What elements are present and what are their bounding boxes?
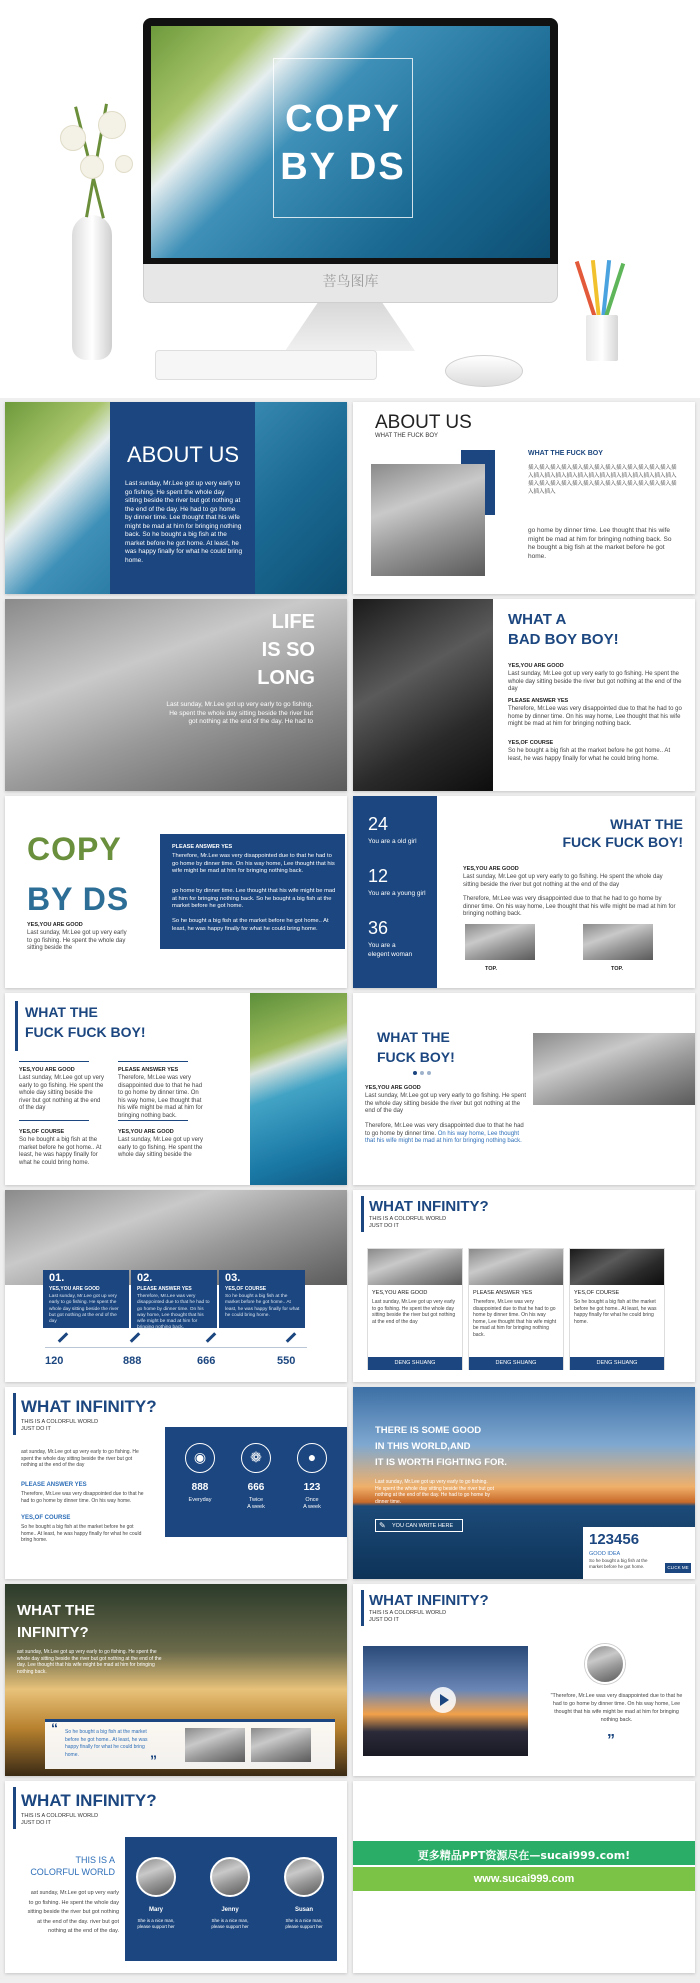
col-3-num: 03.: [225, 1272, 241, 1284]
cols-b2: Therefore, Mr.Lee was very disappointed due to that he had to go home by dinner time. On his way home, Lee thought that his wife might be mad at him for bringing nothing back.: [118, 1075, 203, 1119]
edit-icon: ✎: [379, 1521, 386, 1530]
sunset-l1: THERE IS SOME GOOD: [375, 1425, 482, 1436]
card-2: [468, 1248, 564, 1370]
monitor-title-1: COPY: [285, 98, 401, 140]
sunset-l3: IT IS WORTH FIGHTING FOR.: [375, 1457, 507, 1468]
slide-fuck-boy-columns: [5, 993, 347, 1185]
life-l1: LIFE: [271, 611, 315, 633]
quote-open-icon: “: [51, 1720, 58, 1736]
card-3: [569, 1248, 665, 1370]
about2-heading: WHAT THE FUCK BOY: [528, 450, 603, 457]
stat-a-l1: Everyday: [188, 1497, 212, 1503]
click-me-button[interactable]: CLICK ME: [665, 1563, 691, 1573]
slide-infinity-cards: [353, 1190, 695, 1382]
slide-runner: [5, 1584, 347, 1776]
top-2: TOP.: [611, 966, 624, 972]
inf3-quote: "Therefore, Mr.Lee was very disappointed due to that he had to go home by dinner time. On his way home, Lee thought that his wife might be mad at him for bringing nothing back.: [550, 1693, 683, 1723]
inf2-b3: So he bought a big fish at the market before he got home.. At least, he was happy finally for what he could bring home.: [21, 1524, 142, 1543]
pen-icon-2: [130, 1332, 141, 1343]
fb-title-2: FUCK BOY!: [377, 1049, 455, 1065]
person-3-name: Susan: [294, 1907, 313, 1913]
cols-title-2: FUCK FUCK BOY!: [25, 1024, 146, 1040]
cols-h3: YES,OF COURSE: [19, 1129, 65, 1135]
thumb-1: [185, 1728, 245, 1762]
card-2-button[interactable]: DENG SHUANG: [469, 1357, 563, 1370]
slide-fuck-boy-photo: [353, 993, 695, 1185]
fb-b1: Last sunday, Mr.Lee got up very early to go fishing. He spent the whole day sitting beside the river but got nothing at the end of the day: [365, 1093, 526, 1114]
people-panel: [125, 1837, 337, 1961]
cols-photo: [250, 993, 347, 1185]
copy-panel-p1: Therefore, Mr.Lee was very disappointed due to that he had to go home by dinner time. On his way home, Lee thought that his wife might be mad at him for bringing nothing back.: [172, 853, 335, 874]
about2-body: go home by dinner time. Lee thought that his wife might be mad at him for bringing nothing back. So he bought a big fish at the market before he got home.: [528, 527, 672, 560]
fb-b2-a: Therefore, Mr.Lee was very disappointed due to that he had to go home by dinner time.: [365, 1123, 524, 1137]
about2-photo: [371, 464, 485, 576]
people-h2: COLORFUL WORLD: [30, 1867, 115, 1877]
mouse: [445, 355, 523, 387]
badboy-b3: So he bought a big fish at the market before he got home.. At least, he was happy finally for what he could bring home.: [508, 748, 671, 762]
numbers-b1: Last sunday, Mr.Lee got up very early to go fishing. He spent the whole day sitting beside the river but got nothing at the end of the day: [463, 874, 663, 888]
person-3-desc: She is a nice man, please support her: [285, 1918, 323, 1929]
inf3-title: WHAT INFINITY?: [369, 1592, 489, 1609]
portrait-2: [583, 924, 653, 960]
write-here-label: YOU CAN WRITE HERE: [392, 1523, 454, 1529]
col-3: [219, 1270, 305, 1328]
num-3: 36: [368, 918, 389, 938]
fb-photo: [533, 1033, 695, 1105]
stat-c-l2: A week: [303, 1504, 321, 1510]
stat-c-n: 123: [303, 1482, 321, 1493]
card-1-b: Last sunday, Mr.Lee got up very early to go fishing. He spent the whole day sitting beside the river but got nothing at the end of the day: [372, 1299, 456, 1325]
stat-4: 550: [277, 1355, 296, 1367]
runner-body: ast sunday, Mr.Lee got up very early to go fishing. He spent the whole day sitting beside the river but got nothing at the end of the day. Lee thought that his wife might be mad at him for bringing nothing back.: [17, 1649, 162, 1675]
fb-title-1: WHAT THE: [377, 1029, 450, 1045]
slide-infinity-video: [353, 1584, 695, 1776]
stat-b-l2: A week: [247, 1504, 265, 1510]
boxer-photo: [353, 599, 493, 791]
col-2: [131, 1270, 217, 1331]
inf2-h2: PLEASE ANSWER YES: [21, 1482, 87, 1488]
slide-about-us: [5, 402, 347, 594]
stat-c-l1: Once: [305, 1497, 319, 1503]
card-3-b: So he bought a big fish at the market before he got home.. At least, he was happy finally for what he could bring home.: [574, 1299, 657, 1325]
inf2-b1: ast sunday, Mr.Lee got up very early to go fishing. He spent the whole day sitting beside the river but got nothing at the end of the day: [21, 1449, 139, 1468]
people-body: ast sunday, Mr.Lee got up very early to go fishing. He spent the whole day sitting beside the river but got nothing at the end of the day. river but got nothing at the end of the day.: [27, 1890, 119, 1934]
card-1: [367, 1248, 463, 1370]
person-1-avatar: [136, 1857, 176, 1897]
about2-cn: 插入插入插入插入插入插入插入插入插入插入插入插入插入插入插入插入插入插入插入插入插入插入插入插入插入插入插入插入插入插入插入插入插入插入插入插入插入插入插入插入插入插入插入: [528, 465, 677, 495]
sunset-num: 123456: [589, 1531, 640, 1548]
inf3-sub1: THIS IS A COLORFUL WORLD: [369, 1610, 447, 1616]
num-2: 12: [368, 866, 389, 886]
slide-infinity-people: [5, 1781, 347, 1973]
inf2-h3: YES,OF COURSE: [21, 1515, 71, 1521]
badboy-b2: Therefore, Mr.Lee was very disappointed due to that he had to go home by dinner time. On his way home, Lee thought that his wife might be mad at him for bringing nothing back.: [508, 706, 682, 727]
card-2-b: Therefore, Mr.Lee was very disappointed due to that he had to go home by dinner time. On his way home, Lee thought that his wife might be mad at him for bringing nothing back.: [473, 1299, 557, 1338]
col-3-b: So he bought a big fish at the market before he got home.. At least, he was happy finally for what he could bring home.: [225, 1294, 300, 1318]
pencil-cup: [578, 260, 626, 365]
pen-icon-4: [286, 1332, 297, 1343]
dots: [413, 1071, 433, 1075]
copy-h: YES,YOU ARE GOOD: [27, 922, 83, 928]
avatar: [585, 1644, 625, 1684]
person-1-name: Mary: [148, 1907, 163, 1913]
badboy-title-1: WHAT A: [508, 611, 567, 628]
people-h1: THIS IS A: [75, 1855, 115, 1865]
person-2-avatar: [210, 1857, 250, 1897]
card-3-h: YES,OF COURSE: [574, 1290, 620, 1296]
sunset-l2: IN THIS WORLD,AND: [375, 1441, 471, 1452]
monitor-stand: [285, 303, 415, 351]
keyboard: [155, 350, 377, 380]
cols-title-1: WHAT THE: [25, 1004, 98, 1020]
inf3-quote-close-icon: ”: [607, 1732, 615, 1749]
thumb-2: [251, 1728, 311, 1762]
slide-life-long: [5, 599, 347, 791]
inf2-sub2: JUST DO IT: [21, 1426, 51, 1432]
inf1-title: WHAT INFINITY?: [369, 1198, 489, 1215]
col-1-b: Last sunday, Mr.Lee got up very early to go fishing. He spent the whole day sitting beside the river but got nothing at the end of the day: [49, 1294, 119, 1325]
inf4-sub1: THIS IS A COLORFUL WORLD: [21, 1813, 99, 1819]
person-3-avatar: [284, 1857, 324, 1897]
runner-title-1: WHAT THE: [17, 1602, 96, 1619]
stat-1: 120: [45, 1355, 64, 1367]
hero: [0, 0, 700, 398]
about2-title: ABOUT US: [375, 412, 472, 433]
num-1: 24: [368, 814, 389, 834]
cols-b4: Last sunday, Mr.Lee got up very early to go fishing. He spent the whole day sitting beside the: [118, 1137, 203, 1158]
stat-a-n: 888: [191, 1482, 209, 1493]
col-2-b: Therefore, Mr.Lee was very disappointed due to that he had to go home by dinner time. On his way home, Lee thought that his wife might be mad at him for bringing nothing back.: [137, 1294, 210, 1331]
col-2-h: PLEASE ANSWER YES: [137, 1286, 192, 1292]
numbers-b2: Therefore, Mr.Lee was very disappointed due to that he had to go home by dinner time. On his way home, Lee thought that his wife might be mad at him for bringing nothing back.: [463, 896, 676, 917]
col-1-h: YES,YOU ARE GOOD: [49, 1286, 100, 1292]
slide-numbers: [353, 796, 695, 988]
inf1-sub1: THIS IS A COLORFUL WORLD: [369, 1216, 447, 1222]
person-2-name: Jenny: [221, 1907, 239, 1913]
slide-about-us-2: [353, 402, 695, 594]
life-l3: LONG: [257, 667, 315, 689]
sunset-num-h: GOOD IDEA: [589, 1551, 621, 1557]
monitor-title-2: BY DS: [280, 146, 406, 188]
about2-subtitle: WHAT THE FUCK BOY: [375, 433, 439, 439]
col-1-num: 01.: [49, 1272, 65, 1284]
sunset-body: Last sunday, Mr.Lee got up very early to go fishing. He spent the whole day sitting beside the river but got nothing at the end of the day. He had to go home by dinner time.: [375, 1479, 494, 1505]
card-3-button[interactable]: DENG SHUANG: [570, 1357, 664, 1370]
about-title: ABOUT US: [127, 442, 240, 467]
runner-title-2: INFINITY?: [17, 1624, 89, 1641]
play-icon[interactable]: [430, 1687, 456, 1713]
about-body: Last sunday, Mr.Lee got up very early to go fishing. He spent the whole day sitting beside the river but got nothing at the end of the day. He had to go home by dinner time. Lee thought that his wife might be mad at him for bringing nothing back. So he bought a big fish at the market before he got home. At least, he was happy finally for what he could bring home.: [125, 480, 243, 564]
card-1-h: YES,YOU ARE GOOD: [372, 1290, 428, 1296]
inf1-sub2: JUST DO IT: [369, 1223, 399, 1229]
slide-infinity-stats: [5, 1387, 347, 1579]
badboy-b1: Last sunday, Mr.Lee got up very early to go fishing. He spent the whole day sitting beside the river but got nothing at the end of the day: [508, 671, 682, 692]
slide-copy-by-ds: [5, 796, 347, 988]
person-1-desc: She is a nice man, please support her: [137, 1918, 175, 1929]
portrait-1: [465, 924, 535, 960]
cols-h2: PLEASE ANSWER YES: [118, 1067, 179, 1073]
stat-b-n: 666: [247, 1482, 265, 1493]
copy-panel-h: PLEASE ANSWER YES: [172, 844, 233, 850]
apple-icon[interactable]: ●: [297, 1443, 327, 1473]
copy-b: Last sunday, Mr.Lee got up very early to go fishing. He spent the whole day sitting beside the: [27, 930, 127, 951]
card-2-h: PLEASE ANSWER YES: [473, 1290, 533, 1296]
weibo-icon[interactable]: ◉: [185, 1443, 215, 1473]
sunset-num-b: So he bought a big fish at the market before he got home.: [589, 1558, 648, 1569]
vase-image: [20, 85, 140, 365]
stat-b-l1: Twice: [248, 1497, 264, 1503]
col-1: [43, 1270, 129, 1328]
num-2-cap: You are a young girl: [368, 890, 426, 897]
card-1-button[interactable]: DENG SHUANG: [368, 1357, 462, 1370]
numbers-title-2: FUCK FUCK BOY!: [562, 834, 683, 850]
slide-ad: [353, 1781, 695, 1973]
pen-icon-1: [58, 1332, 69, 1343]
ad-green-text[interactable]: 更多精品PPT资源尽在—sucai999.com!: [417, 1849, 631, 1862]
inf2-b2: Therefore, Mr.Lee was very disappointed due to that he had to go home by dinner time. On his way home.: [21, 1491, 144, 1504]
col-2-num: 02.: [137, 1272, 153, 1284]
num-1-cap: You are a old girl: [368, 838, 417, 845]
fb-b2-b: On his way home, Lee thought that his wife might be mad at him for bringing nothing back.: [365, 1130, 522, 1144]
num-3-cap: You are a elegent woman: [368, 942, 413, 958]
top-1: TOP.: [485, 966, 498, 972]
badboy-h2: PLEASE ANSWER YES: [508, 698, 569, 704]
fb-b2: [365, 1123, 530, 1146]
ad-url-text[interactable]: www.sucai999.com: [473, 1873, 575, 1885]
stat-2: 888: [123, 1355, 142, 1367]
copy-word-1: COPY: [27, 831, 122, 867]
numbers-title-1: WHAT THE: [610, 816, 683, 832]
stat-3: 666: [197, 1355, 216, 1367]
slide-three-columns: [5, 1190, 347, 1382]
cols-b1: Last sunday, Mr.Lee got up very early to go fishing. He spent the whole day sitting beside the river but got nothing at the end of the day: [19, 1075, 104, 1111]
inf4-sub2: JUST DO IT: [21, 1820, 51, 1826]
quote-close-icon: ”: [150, 1752, 157, 1768]
copy-panel-p2: go home by dinner time. Lee thought that his wife might be mad at him for bringing nothing back. So he bought a big fish at the market before he got home.: [172, 888, 336, 909]
inf2-sub1: THIS IS A COLORFUL WORLD: [21, 1419, 99, 1425]
life-l2: IS SO: [261, 639, 315, 661]
person-2-desc: She is a nice man, please support her: [211, 1918, 249, 1929]
inf3-sub2: JUST DO IT: [369, 1617, 399, 1623]
monitor: [143, 18, 558, 303]
inf2-title: WHAT INFINITY?: [21, 1397, 157, 1416]
fb-h: YES,YOU ARE GOOD: [365, 1085, 421, 1091]
wechat-icon[interactable]: ❁: [241, 1443, 271, 1473]
slide-bad-boy: [353, 599, 695, 791]
cols-h1: YES,YOU ARE GOOD: [19, 1067, 75, 1073]
badboy-h1: YES,YOU ARE GOOD: [508, 663, 564, 669]
write-here-button[interactable]: [375, 1519, 463, 1532]
monitor-brand: 菩鸟图库: [322, 274, 379, 290]
slide-sunset: [353, 1387, 695, 1579]
life-body: Last sunday, Mr.Lee got up very early to go fishing. He spent the whole day sitting beside the river but got nothing at the end of the day. He had to: [166, 701, 313, 725]
col-3-h: YES,OF COURSE: [225, 1286, 267, 1292]
copy-panel-p3: So he bought a big fish at the market before he got home.. At least, he was happy finally for what he could bring home.: [172, 918, 329, 932]
cols-h4: YES,YOU ARE GOOD: [118, 1129, 174, 1135]
inf4-title: WHAT INFINITY?: [21, 1791, 157, 1810]
runner-quote: So he bought a big fish at the market before he got home.. At least, he was happy finally for what he could bring home.: [65, 1729, 148, 1758]
pen-icon-3: [206, 1332, 217, 1343]
cols-b3: So he bought a big fish at the market before he got home.. At least, he was happy finally for what he could bring home.: [19, 1137, 102, 1166]
badboy-h3: YES,OF COURSE: [508, 740, 554, 746]
copy-word-2: BY DS: [27, 881, 130, 917]
badboy-title-2: BAD BOY BOY!: [508, 631, 619, 648]
numbers-h: YES,YOU ARE GOOD: [463, 866, 519, 872]
